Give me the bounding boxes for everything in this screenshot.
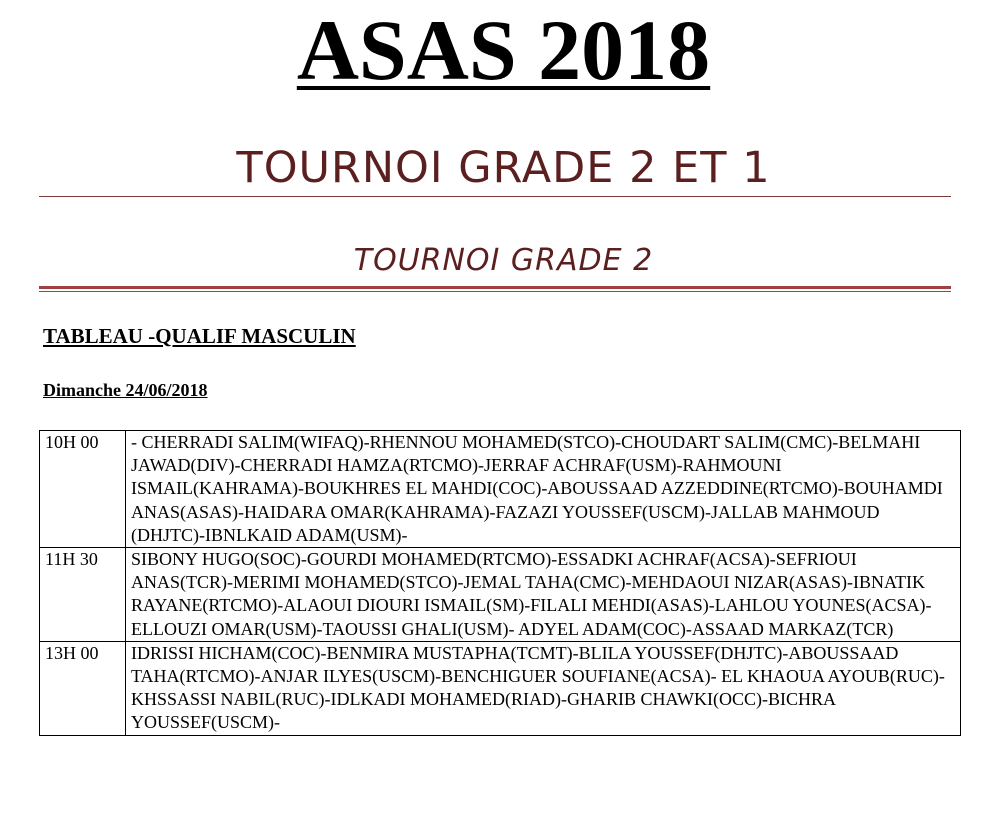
section-divider [39,196,951,197]
players-cell: SIBONY HUGO(SOC)-GOURDI MOHAMED(RTCMO)-ESSADKI ACHRAF(ACSA)-SEFRIOUI ANAS(TCR)-MERIMI MOHAMED(STCO)-JEMAL TAHA(CMC)-MEHDAOUI NIZAR(ASAS)-IBNATIK RAYANE(RTCMO)-ALAOUI DIOURI ISMAIL(SM)-FILALI MEHDI(ASAS)-LAHLOU YOUNES(ACSA)-ELLOUZI OMAR(USM)-TAOUSSI GHALI(USM)- ADYEL ADAM(COC)-ASSAAD MARKAZ(TCR) [126,548,961,642]
time-cell: 11H 30 [40,548,126,642]
schedule-table [39,430,961,736]
time-cell: 10H 00 [40,431,126,548]
schedule-date: Dimanche 24/06/2018 [43,380,208,400]
subsection-title: TOURNOI GRADE 2 [353,243,654,278]
players-cell: IDRISSI HICHAM(COC)-BENMIRA MUSTAPHA(TCMT)-BLILA YOUSSEF(DHJTC)-ABOUSSAAD TAHA(RTCMO)-ANJAR ILYES(USCM)-BENCHIGUER SOUFIANE(ACSA)- EL KHAOUA AYOUB(RUC)-KHSSASSI NABIL(RUC)-IDLKADI MOHAMED(RIAD)-GHARIB CHAWKI(OCC)-BICHRA YOUSSEF(USCM)- [126,641,961,735]
section-title: TOURNOI GRADE 2 ET 1 [236,143,771,193]
table-heading: TABLEAU -QUALIF MASCULIN [43,324,356,348]
table-row [40,431,961,548]
players-cell: - CHERRADI SALIM(WIFAQ)-RHENNOU MOHAMED(STCO)-CHOUDART SALIM(CMC)-BELMAHI JAWAD(DIV)-CHERRADI HAMZA(RTCMO)-JERRAF ACHRAF(USM)-RAHMOUNI ISMAIL(KAHRAMA)-BOUKHRES EL MAHDI(COC)-ABOUSSAAD AZZEDDINE(RTCMO)-BOUHAMDI ANAS(ASAS)-HAIDARA OMAR(KAHRAMA)-FAZAZI YOUSSEF(USCM)-JALLAB MAHMOUD (DHJTC)-IBNLKAID ADAM(USM)- [126,431,961,548]
subsection-divider-thin [39,291,951,292]
document-title-text: ASAS 2018 [296,2,711,98]
document-title [0,2,1007,98]
table-row [40,641,961,735]
time-cell: 13H 00 [40,641,126,735]
table-row [40,548,961,642]
subsection-divider-thick [39,286,951,289]
